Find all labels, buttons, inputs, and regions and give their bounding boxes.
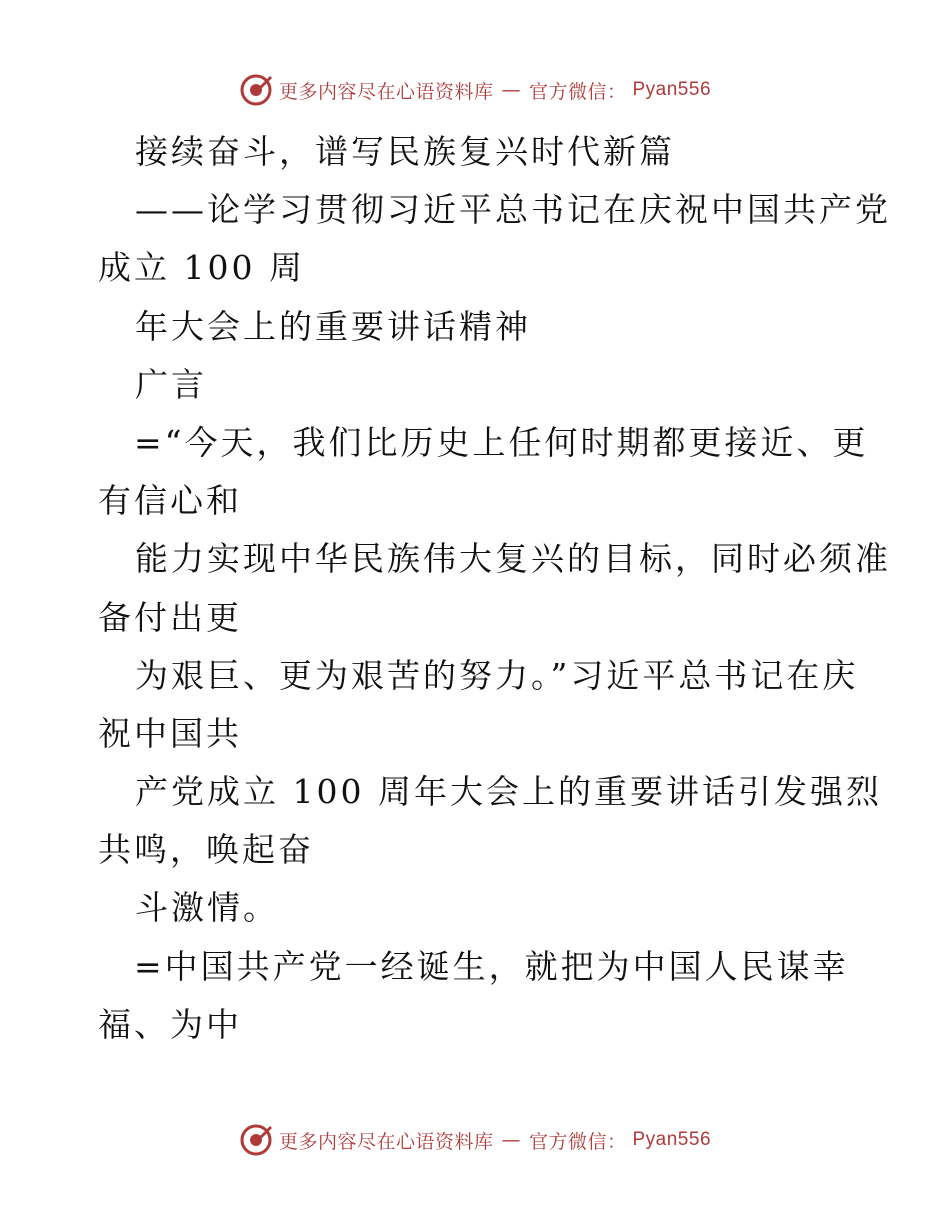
brand-logo-icon	[239, 1123, 273, 1157]
brand-logo-icon	[239, 73, 273, 107]
watermark-slogan: 更多内容尽在心语资料库	[278, 80, 494, 103]
article-subtitle: ——论学习贯彻习近平总书记在庆祝中国共产党	[135, 190, 891, 230]
watermark-wechat-label: 官方微信：	[528, 1130, 627, 1153]
article-title: 接续奋斗，谱写民族复兴时代新篇	[135, 132, 675, 171]
footer-watermark	[0, 1120, 950, 1160]
body-line: 斗激情。	[135, 888, 279, 928]
body-line: 福、为中	[98, 1004, 242, 1044]
paragraph-line: =中国共产党一经诞生，就把为中国人民谋幸	[134, 946, 849, 986]
body-line: 能力实现中华民族伟大复兴的目标，同时必须准	[135, 539, 891, 579]
watermark-wechat-label: 官方微信：	[528, 80, 627, 103]
body-line: 祝中国共	[98, 713, 242, 753]
body-line: 为艰巨、更为艰苦的努力。”习近平总书记在庆	[135, 655, 859, 695]
watermark-dash: —	[501, 1129, 521, 1151]
header-watermark	[0, 70, 950, 110]
watermark-wechat-id: Pyan556	[632, 79, 712, 100]
watermark-wechat-id: Pyan556	[632, 1129, 712, 1150]
paragraph-line: =“今天，我们比历史上任何时期都更接近、更	[134, 422, 869, 462]
body-line: 共鸣，唤起奋	[98, 830, 314, 870]
watermark-dash: —	[501, 79, 521, 101]
body-line: 有信心和	[98, 481, 242, 521]
body-line: 年大会上的重要讲话精神	[135, 306, 531, 346]
document-body	[98, 123, 891, 1054]
body-line: 产党成立 100 周年大会上的重要讲话引发强烈	[135, 772, 882, 812]
author-line: 广言	[135, 364, 207, 404]
body-line: 备付出更	[98, 597, 242, 637]
watermark-slogan: 更多内容尽在心语资料库	[278, 1130, 494, 1153]
body-line: 成立 100 周	[98, 248, 305, 288]
